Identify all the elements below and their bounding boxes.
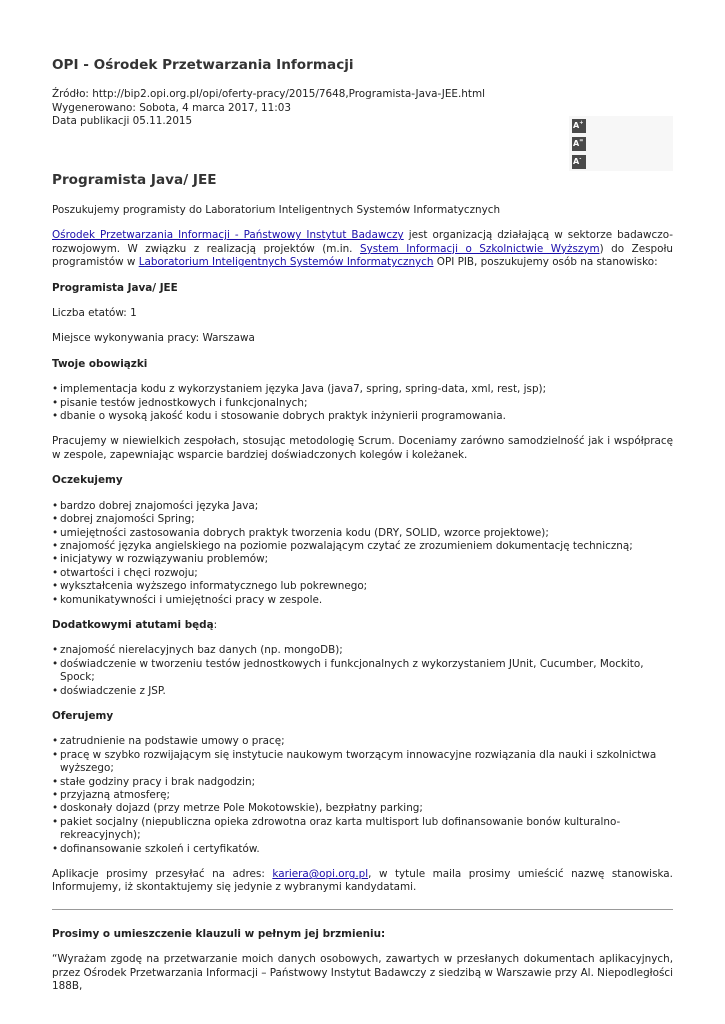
list-item: • znajomość nierelacyjnych baz danych (np. mongoDB); <box>52 644 673 657</box>
intro-text: Poszukujemy programisty do Laboratorium Inteligentnych Systemów Informatycznych <box>52 204 501 216</box>
list-item: • doświadczenie w tworzeniu testów jednostkowych i funkcjonalnych z wykorzystaniem JUnit, Cucumber, Mockito, Spock; <box>52 658 673 685</box>
font-increase-icon[interactable]: A+ <box>572 119 586 133</box>
site-title: OPI - Ośrodek Przetwarzania Informacji <box>52 57 354 73</box>
sisw-link[interactable]: System Informacji o Szkolnictwie Wyższym <box>359 242 600 255</box>
bonus-list <box>52 644 673 698</box>
font-reset-icon[interactable]: A= <box>572 137 586 151</box>
list-item: • doświadczenie z JSP. <box>52 685 673 698</box>
list-item: • znajomość języka angielskiego na poziomie pozwalającym czytać ze zrozumieniem dokumentację techniczną; <box>52 540 673 553</box>
list-item: • stałe godziny pracy i brak nadgodzin; <box>52 776 673 789</box>
list-item: • pracę w szybko rozwijającym się instytucie naukowym tworzącym innowacyjne rozwiązania dla nauki i szkolnictwa wyższego; <box>52 749 673 776</box>
job-body <box>52 204 673 1005</box>
lab-link[interactable]: Laboratorium Inteligentnych Systemów Informatycznych <box>138 256 434 269</box>
list-item: • pakiet socjalny (niepubliczna opieka zdrowotna oraz karta multisport lub dofinansowanie bonów kulturalno-rekreacyjnych); <box>52 816 673 843</box>
job-title: Programista Java/ JEE <box>52 172 217 188</box>
list-item: • wykształcenia wyższego informatycznego lub pokrewnego; <box>52 580 673 593</box>
list-item: • dofinansowanie szkoleń i certyfikatów. <box>52 843 673 856</box>
position-heading: Programista Java/ JEE <box>52 281 178 294</box>
generated-line: Wygenerowano: Sobota, 4 marca 2017, 11:03 <box>52 101 291 114</box>
divider <box>52 909 673 910</box>
expect-heading: Oczekujemy <box>52 474 123 487</box>
font-decrease-icon[interactable]: A- <box>572 155 586 169</box>
list-item: • komunikatywności i umiejętności pracy w zespole. <box>52 594 673 607</box>
email-link[interactable]: kariera@opi.org.pl <box>272 868 369 881</box>
bonus-heading: Dodatkowymi atutami będą <box>52 618 214 631</box>
published-line: Data publikacji 05.11.2015 <box>52 115 193 128</box>
clause-heading: Prosimy o umieszczenie klauzuli w pełnym jej brzmieniu: <box>52 927 386 940</box>
list-item: • przyjazną atmosferę; <box>52 789 673 802</box>
list-item: • inicjatywy w rozwiązywaniu problemów; <box>52 553 673 566</box>
offer-list <box>52 735 673 856</box>
list-item: • bardzo dobrej znajomości języka Java; <box>52 500 673 513</box>
list-item: • pisanie testów jednostkowych i funkcjonalnych; <box>52 397 673 410</box>
bonus-heading-line: Dodatkowymi atutami będą: <box>52 618 218 631</box>
document-meta <box>52 88 485 129</box>
clause-text: “Wyrażam zgodę na przetwarzanie moich danych osobowych, zawartych w przesłanych dokumentach aplikacyjnych, przez Ośrodek Przetwarzania Informacji – Państwowy Instytut Badawczy z siedzibą w Warszawie przy Al. Niepodległości 188B, <box>52 953 673 993</box>
opi-link[interactable]: Ośrodek Przetwarzania Informacji - Państwowy Instytut Badawczy <box>52 229 404 242</box>
offer-heading: Oferujemy <box>52 709 114 722</box>
font-size-toolbar <box>569 116 673 171</box>
org-paragraph: Ośrodek Przetwarzania Informacji - Państwowy Instytut Badawczy jest organizacją działającą w sektorze badawczo-rozwojowym. W związku z realizacją projektów (m.in. System Informacji o Szkolnictwie Wyższym) do Zespołu programistów w Laboratorium Inteligentnych Systemów Informatycznych OPI PIB, poszukujemy osób na stanowisko: <box>52 229 673 269</box>
fte-text: Liczba etatów: 1 <box>52 307 137 320</box>
list-item: • zatrudnienie na podstawie umowy o pracę; <box>52 735 673 748</box>
duties-heading: Twoje obowiązki <box>52 357 148 370</box>
list-item: • dobrej znajomości Spring; <box>52 513 673 526</box>
list-item: • umiejętności zastosowania dobrych praktyk tworzenia kodu (DRY, SOLID, wzorce projektowe); <box>52 527 673 540</box>
duties-list <box>52 383 673 423</box>
list-item: • doskonały dojazd (przy metrze Pole Mokotowskie), bezpłatny parking; <box>52 802 673 815</box>
apply-paragraph: Aplikacje prosimy przesyłać na adres: kariera@opi.org.pl, w tytule maila prosimy umieścić nazwę stanowiska. Informujemy, iż skontaktujemy się jedynie z wybranymi kandydatami. <box>52 868 673 894</box>
list-item: • dbanie o wysoką jakość kodu i stosowanie dobrych praktyk inżynierii programowania. <box>52 410 673 423</box>
expect-list <box>52 500 673 607</box>
list-item: • implementacja kodu z wykorzystaniem języka Java (java7, spring, spring-data, xml, rest, jsp); <box>52 383 673 396</box>
location-text: Miejsce wykonywania pracy: Warszawa <box>52 332 255 345</box>
team-text: Pracujemy w niewielkich zespołach, stosując metodologię Scrum. Doceniamy zarówno samodzielność jak i współpracę w zespole, zapewniając wsparcie bardziej doświadczonych kolegów i koleżanek. <box>52 435 673 461</box>
list-item: • otwartości i chęci rozwoju; <box>52 567 673 580</box>
source-line: Źródło: http://bip2.opi.org.pl/opi/oferty-pracy/2015/7648,Programista-Java-JEE.html <box>52 88 485 100</box>
